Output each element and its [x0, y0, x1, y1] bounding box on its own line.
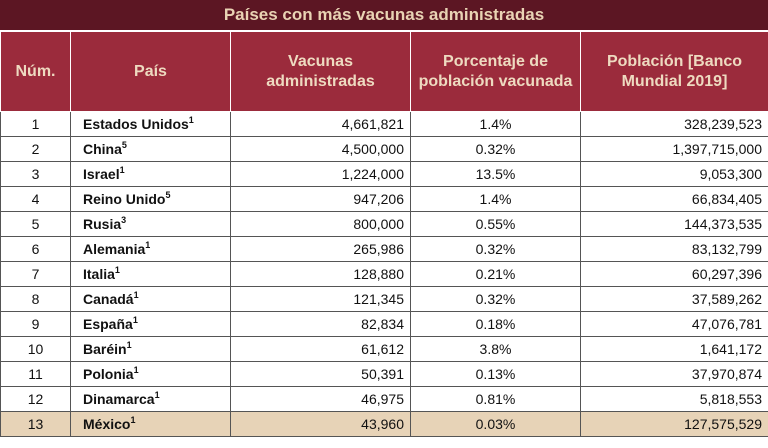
table-row	[1, 137, 768, 162]
cell-vaccines: 82,834	[231, 312, 411, 337]
header-num: Núm.	[1, 32, 71, 112]
table-row	[1, 362, 768, 387]
table-row	[1, 162, 768, 187]
cell-population: 1,397,715,000	[581, 137, 768, 162]
cell-country	[71, 212, 231, 237]
cell-country	[71, 287, 231, 312]
cell-num: 6	[1, 237, 71, 262]
cell-population: 5,818,553	[581, 387, 768, 412]
country-name: Polonia	[83, 366, 134, 382]
cell-num: 1	[1, 112, 71, 137]
cell-num: 9	[1, 312, 71, 337]
cell-percent: 0.81%	[411, 387, 581, 412]
country-name: Baréin	[83, 341, 127, 357]
footnote-mark: 1	[132, 315, 138, 325]
footnote-mark: 1	[126, 340, 132, 350]
cell-vaccines: 121,345	[231, 287, 411, 312]
header-vaccines: Vacunas administradas	[231, 32, 411, 112]
cell-num: 5	[1, 212, 71, 237]
cell-population: 9,053,300	[581, 162, 768, 187]
cell-country	[71, 362, 231, 387]
cell-country	[71, 262, 231, 287]
country-name: México	[83, 416, 131, 432]
country-name: Reino Unido	[83, 191, 166, 207]
cell-country	[71, 312, 231, 337]
cell-percent: 0.21%	[411, 262, 581, 287]
cell-percent: 0.32%	[411, 237, 581, 262]
footnote-mark: 1	[130, 415, 136, 425]
country-name: Dinamarca	[83, 391, 155, 407]
cell-num: 8	[1, 287, 71, 312]
cell-population: 60,297,396	[581, 262, 768, 287]
country-name: Estados Unidos	[83, 116, 189, 132]
cell-percent: 0.32%	[411, 137, 581, 162]
table-row	[1, 387, 768, 412]
table-row	[1, 337, 768, 362]
cell-population: 37,589,262	[581, 287, 768, 312]
cell-population: 47,076,781	[581, 312, 768, 337]
header-population: Población [Banco Mundial 2019]	[581, 32, 768, 112]
cell-num: 12	[1, 387, 71, 412]
table-row	[1, 212, 768, 237]
cell-percent: 0.13%	[411, 362, 581, 387]
cell-vaccines: 50,391	[231, 362, 411, 387]
cell-num: 11	[1, 362, 71, 387]
cell-num: 13	[1, 412, 71, 437]
cell-percent: 0.55%	[411, 212, 581, 237]
header-country: País	[71, 32, 231, 112]
country-name: Rusia	[83, 216, 122, 232]
cell-vaccines: 1,224,000	[231, 162, 411, 187]
table-row	[1, 237, 768, 262]
cell-vaccines: 265,986	[231, 237, 411, 262]
cell-vaccines: 46,975	[231, 387, 411, 412]
country-name: Canadá	[83, 291, 134, 307]
cell-population: 83,132,799	[581, 237, 768, 262]
cell-num: 4	[1, 187, 71, 212]
footnote-mark: 1	[114, 265, 120, 275]
cell-num: 3	[1, 162, 71, 187]
cell-country	[71, 387, 231, 412]
cell-percent: 0.32%	[411, 287, 581, 312]
footnote-mark: 1	[119, 165, 125, 175]
cell-num: 7	[1, 262, 71, 287]
header-percent: Porcentaje de población vacunada	[411, 32, 581, 112]
cell-num: 2	[1, 137, 71, 162]
cell-vaccines: 4,661,821	[231, 112, 411, 137]
country-name: Israel	[83, 166, 120, 182]
cell-country	[71, 162, 231, 187]
vaccines-table	[0, 31, 768, 437]
cell-country	[71, 137, 231, 162]
cell-percent: 0.03%	[411, 412, 581, 437]
cell-population: 328,239,523	[581, 112, 768, 137]
country-name: Alemania	[83, 241, 146, 257]
table-row	[1, 287, 768, 312]
table-body	[1, 112, 768, 437]
cell-country	[71, 112, 231, 137]
cell-vaccines: 128,880	[231, 262, 411, 287]
cell-vaccines: 800,000	[231, 212, 411, 237]
table-row	[1, 187, 768, 212]
footnote-mark: 1	[188, 115, 194, 125]
cell-percent: 0.18%	[411, 312, 581, 337]
cell-vaccines: 61,612	[231, 337, 411, 362]
cell-population: 37,970,874	[581, 362, 768, 387]
country-name: Italia	[83, 266, 115, 282]
cell-population: 127,575,529	[581, 412, 768, 437]
footnote-mark: 1	[154, 390, 160, 400]
country-name: España	[83, 316, 133, 332]
cell-country	[71, 187, 231, 212]
footnote-mark: 1	[133, 365, 139, 375]
footnote-mark: 5	[165, 190, 171, 200]
cell-num: 10	[1, 337, 71, 362]
cell-vaccines: 947,206	[231, 187, 411, 212]
cell-country	[71, 337, 231, 362]
cell-country	[71, 237, 231, 262]
footnote-mark: 1	[145, 240, 151, 250]
table-row	[1, 112, 768, 137]
footnote-mark: 3	[121, 215, 127, 225]
table-row	[1, 312, 768, 337]
cell-percent: 1.4%	[411, 187, 581, 212]
table-row-highlighted	[1, 412, 768, 437]
footnote-mark: 5	[121, 140, 127, 150]
country-name: China	[83, 141, 122, 157]
cell-vaccines: 4,500,000	[231, 137, 411, 162]
cell-percent: 3.8%	[411, 337, 581, 362]
table-title: Países con más vacunas administradas	[0, 0, 768, 31]
cell-percent: 13.5%	[411, 162, 581, 187]
footnote-mark: 1	[133, 290, 139, 300]
table-row	[1, 262, 768, 287]
cell-population: 66,834,405	[581, 187, 768, 212]
cell-population: 1,641,172	[581, 337, 768, 362]
header-row	[1, 32, 768, 112]
cell-country	[71, 412, 231, 437]
cell-vaccines: 43,960	[231, 412, 411, 437]
cell-population: 144,373,535	[581, 212, 768, 237]
cell-percent: 1.4%	[411, 112, 581, 137]
